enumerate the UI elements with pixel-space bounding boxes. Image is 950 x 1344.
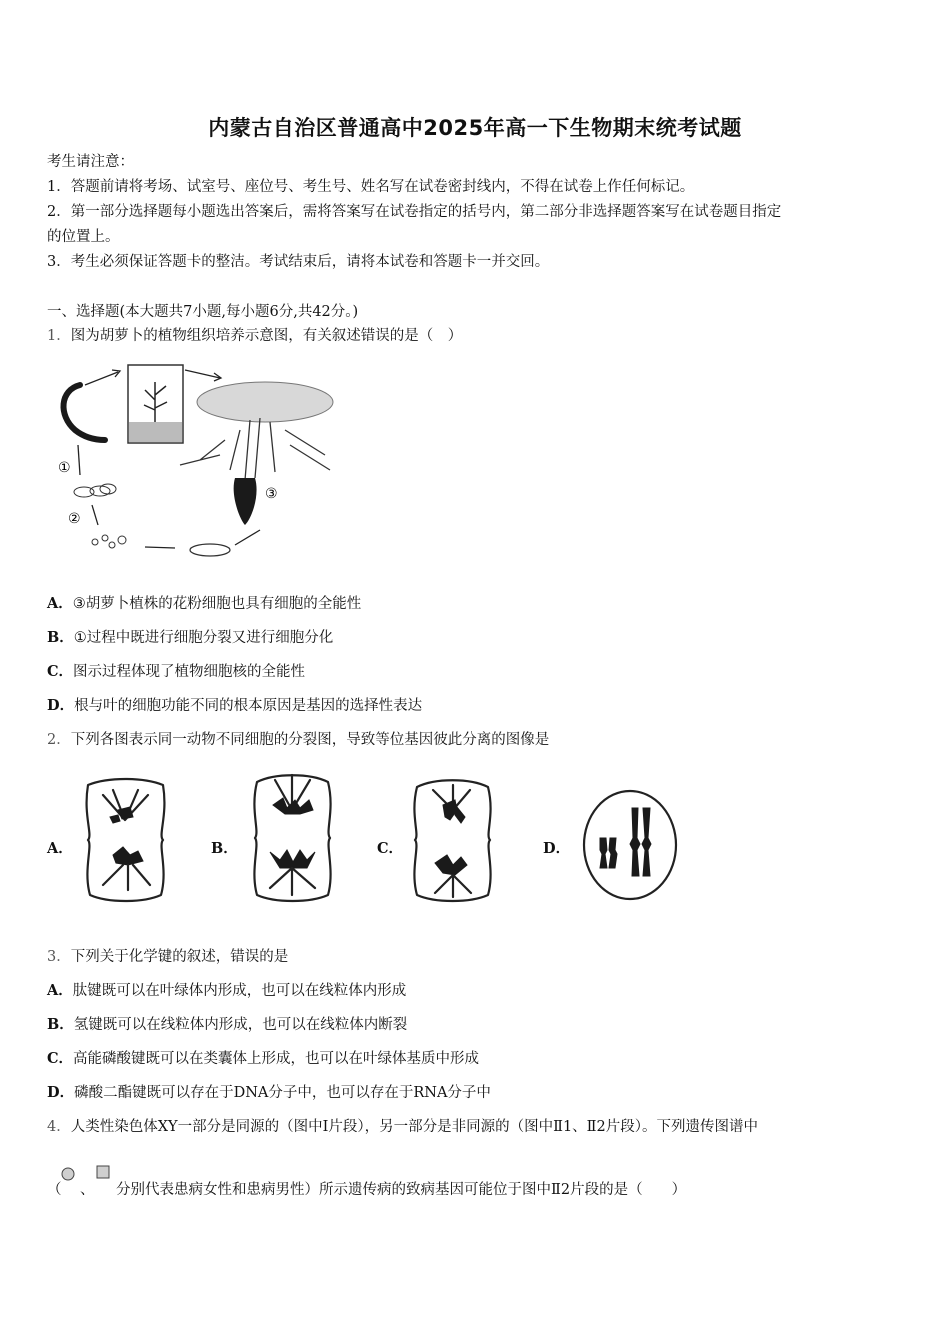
cell bbox=[102, 535, 108, 541]
spindle bbox=[103, 865, 150, 890]
question-stem: 下列关于化学键的叙述，错误的是 bbox=[70, 949, 289, 965]
plantlet bbox=[144, 382, 167, 422]
notice-item-2-cont: 的位置上。 bbox=[47, 229, 120, 245]
q3-option-c[interactable] bbox=[47, 1049, 479, 1069]
q2-option-d-label[interactable]: D． bbox=[543, 840, 571, 857]
q1-option-b[interactable] bbox=[47, 628, 333, 648]
chromosomes bbox=[435, 855, 467, 875]
q1-option-a[interactable] bbox=[47, 594, 361, 614]
option-label: B． bbox=[47, 629, 74, 646]
chromosomes bbox=[270, 850, 315, 868]
q3-option-d[interactable] bbox=[47, 1083, 491, 1103]
arrow bbox=[78, 445, 80, 475]
petri-dish bbox=[190, 544, 230, 556]
q2-option-a-label[interactable]: A． bbox=[47, 840, 73, 857]
affected-female-circle-icon bbox=[60, 1166, 76, 1182]
q1-option-c[interactable] bbox=[47, 662, 305, 682]
carrot-root bbox=[234, 478, 257, 525]
chromosome-pair bbox=[630, 808, 651, 876]
chromosome-pair bbox=[600, 838, 617, 868]
question-stem: 图为胡萝卜的植物组织培养示意图，有关叙述错误的是（ ） bbox=[70, 328, 463, 344]
question-4 bbox=[47, 1117, 758, 1137]
option-text: 图示过程体现了植物细胞核的全能性 bbox=[73, 664, 306, 680]
paren-open: （ bbox=[47, 1182, 62, 1198]
cell bbox=[109, 542, 115, 548]
notice-item-1: 1．答题前请将考场、试室号、座位号、考生号、姓名写在试卷密封线内，不得在试卷上作任何标记。 bbox=[47, 179, 695, 195]
q3-option-a[interactable] bbox=[47, 981, 406, 1001]
question-4-stem-rest: 分别代表患病女性和患病男性）所示遗传病的致病基因可能位于图中Ⅱ2片段的是（ ） bbox=[116, 1182, 687, 1198]
cell-outline bbox=[87, 779, 165, 901]
separator: 、 bbox=[80, 1182, 95, 1198]
cell bbox=[92, 539, 98, 545]
q2-option-b-label[interactable]: B． bbox=[211, 840, 238, 857]
cell-division-figure-b bbox=[245, 770, 340, 905]
chromosomes bbox=[113, 847, 143, 865]
cell-division-figure-c bbox=[405, 775, 500, 905]
option-label: D． bbox=[47, 697, 75, 714]
label-2: ② bbox=[68, 511, 81, 527]
page-title: 内蒙古自治区普通高中2025年高一下生物期末统考试题 bbox=[208, 116, 742, 140]
q1-option-d[interactable] bbox=[47, 696, 422, 716]
option-text: ①过程中既进行细胞分裂又进行细胞分化 bbox=[73, 630, 334, 646]
option-label: B． bbox=[47, 1016, 74, 1033]
question-number: 1． bbox=[47, 328, 71, 344]
section-heading: 一、选择题(本大题共7小题,每小题6分,共42分。) bbox=[47, 304, 359, 320]
q2-option-c-label[interactable]: C． bbox=[377, 840, 404, 857]
cell-division-figure-d bbox=[580, 788, 680, 903]
arrow bbox=[235, 530, 260, 545]
spindle bbox=[270, 868, 315, 895]
option-text: 磷酸二酯键既可以存在于DNA分子中，也可以存在于RNA分子中 bbox=[74, 1085, 491, 1101]
cell-division-figure-a bbox=[78, 775, 173, 905]
option-label: C． bbox=[47, 1050, 74, 1067]
explant-shape bbox=[64, 385, 105, 440]
question-stem: 人类性染色体XY一部分是同源的（图中Ⅰ片段），另一部分是非同源的（图中Ⅱ1、Ⅱ2片段）。下列遗传图谱中 bbox=[70, 1119, 759, 1135]
callus bbox=[100, 484, 116, 494]
option-label: D． bbox=[47, 1084, 75, 1101]
carrot-tissue-culture-figure bbox=[50, 360, 340, 560]
notice-item-3: 3．考生必须保证答题卡的整洁。考试结束后，请将本试卷和答题卡一并交回。 bbox=[47, 254, 550, 270]
option-text: 肽键既可以在叶绿体内形成，也可以在线粒体内形成 bbox=[72, 983, 407, 999]
question-stem: 下列各图表示同一动物不同细胞的分裂图，导致等位基因彼此分离的图像是 bbox=[70, 732, 550, 748]
question-4-cont bbox=[47, 1180, 62, 1200]
option-text: 高能磷酸键既可以在类囊体上形成，也可以在叶绿体基质中形成 bbox=[73, 1051, 480, 1067]
option-label: A． bbox=[47, 595, 73, 612]
arrow bbox=[85, 372, 118, 385]
question-number: 3． bbox=[47, 949, 71, 965]
option-label: C． bbox=[47, 663, 74, 680]
question-2 bbox=[47, 730, 549, 750]
question-1 bbox=[47, 326, 462, 346]
cell bbox=[118, 536, 126, 544]
chromosomes bbox=[443, 800, 465, 823]
chromosomes bbox=[110, 807, 133, 823]
q3-option-b[interactable] bbox=[47, 1015, 407, 1035]
notice-item-2: 2．第一部分选择题每小题选出答案后，需将答案写在试卷指定的括号内，第二部分非选择题答案写在试卷题目指定 bbox=[47, 204, 782, 220]
question-number: 2． bbox=[47, 732, 71, 748]
question-number: 4． bbox=[47, 1119, 71, 1135]
option-text: 氢键既可以在线粒体内形成，也可以在线粒体内断裂 bbox=[73, 1017, 408, 1033]
culture-medium bbox=[129, 422, 182, 442]
option-label: A． bbox=[47, 982, 73, 999]
label-1: ① bbox=[58, 460, 71, 476]
affected-male-square-icon bbox=[95, 1164, 111, 1180]
leaves bbox=[180, 418, 330, 480]
arrow bbox=[92, 505, 98, 525]
option-text: 根与叶的细胞功能不同的根本原因是基因的选择性表达 bbox=[74, 698, 423, 714]
spindle bbox=[435, 875, 471, 897]
notice-heading: 考生请注意： bbox=[47, 154, 134, 170]
label-3: ③ bbox=[265, 486, 278, 502]
question-3 bbox=[47, 947, 288, 967]
flower-umbel bbox=[197, 382, 333, 422]
arrow bbox=[145, 547, 175, 548]
option-text: ③胡萝卜植株的花粉细胞也具有细胞的全能性 bbox=[72, 596, 362, 612]
